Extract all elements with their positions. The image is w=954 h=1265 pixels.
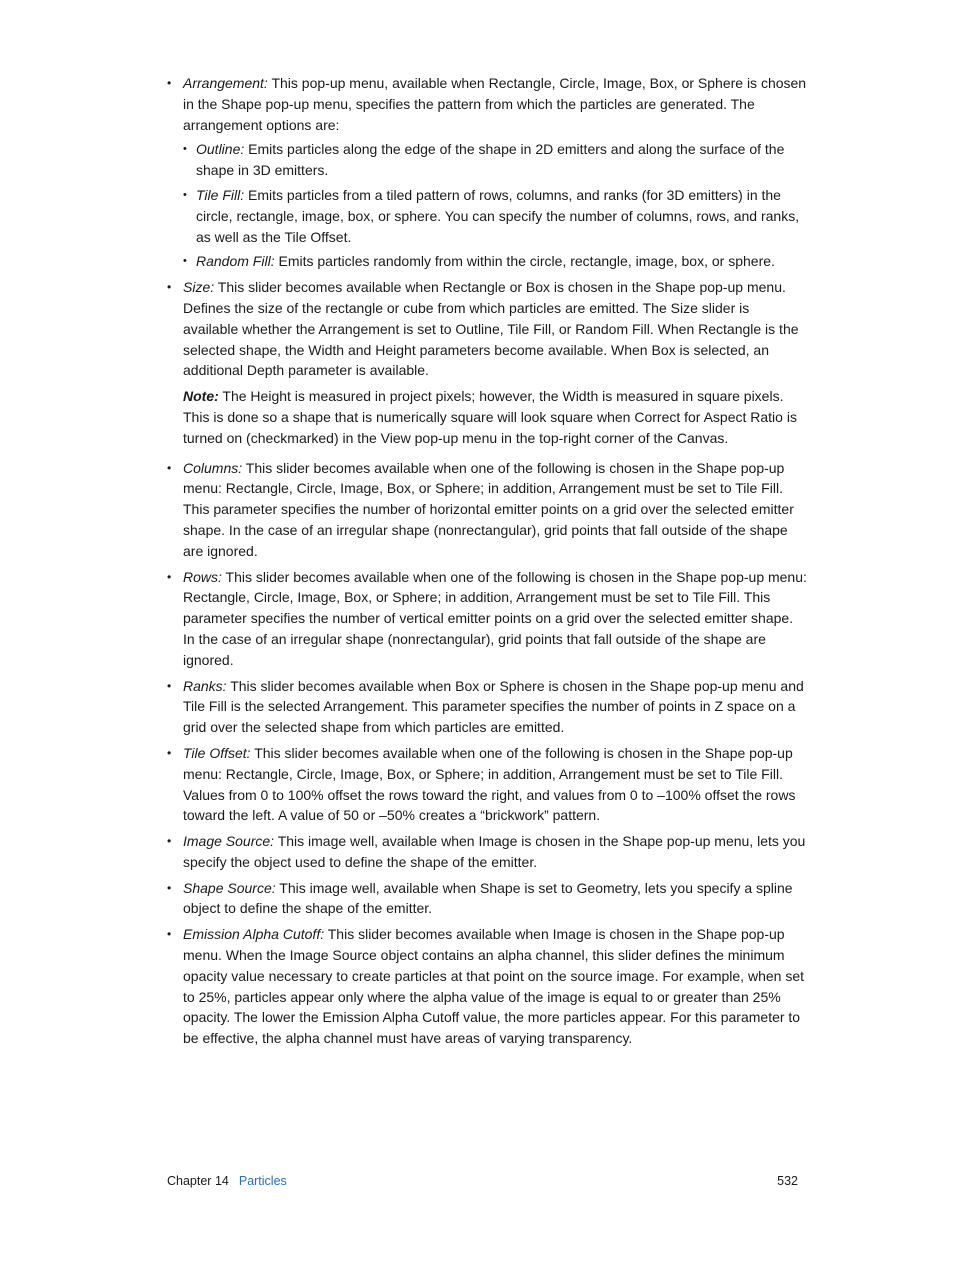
description: This slider becomes available when one of the following is chosen in the Shape pop-up menu: Rectangle, Circle, Image, Box, or Sphere; in addition, Arrangement must be set to Tile Fill. Values from 0 to 100% offset the rows toward the right, and values from 0 to –100% offset the rows toward the left. A value of 50 or –50% creates a “brickwork” pattern.	[183, 744, 796, 824]
description: This image well, available when Image is chosen in the Shape pop-up menu, lets you specify the object used to define the shape of the emitter.	[183, 833, 806, 870]
chapter-label: Chapter 14	[167, 1174, 229, 1188]
page-number: 532	[777, 1174, 798, 1188]
description: This slider becomes available when one of the following is chosen in the Shape pop-up menu: Rectangle, Circle, Image, Box, or Sphere; in addition, Arrangement must be set to Tile Fill. This parameter specifies the number of horizontal emitter points on a grid over the selected emitter shape. In the case of an irregular shape (nonrectangular), grid points that fall outside of the shape are ignored.	[183, 459, 794, 559]
description: This pop-up menu, available when Rectangle, Circle, Image, Box, or Sphere is chosen in the Shape pop-up menu, specifies the pattern from which the particles are generated. The arrangement options are:	[183, 75, 807, 133]
arrangement-options-list	[183, 139, 807, 272]
note-label: Note:	[183, 388, 219, 405]
description: Emits particles along the edge of the shape in 2D emitters and along the surface of the shape in 3D emitters.	[196, 141, 785, 179]
description: This slider becomes available when Image is chosen in the Shape pop-up menu. When the Image Source object contains an alpha channel, this slider defines the minimum opacity value necessary to create particles at that point on the source image. For example, when set to 25%, particles appear only where the alpha value of the image is equal to or greater than 25% opacity. The lower the Emission Alpha Cutoff value, the more particles appear. For this parameter to be effective, the alpha channel must have areas of varying transparency.	[183, 926, 804, 1047]
description: This slider becomes available when Box or Sphere is chosen in the Shape pop-up menu and Tile Fill is the selected Arrangement. This parameter specifies the number of points in Z space on a grid over the selected shape from which particles are emitted.	[183, 677, 804, 736]
term: Shape Source:	[183, 879, 276, 896]
list-item-image-source	[167, 831, 807, 873]
list-item-tile-offset	[167, 743, 807, 826]
term: Tile Offset:	[183, 744, 251, 761]
description: Emits particles randomly from within the circle, rectangle, image, box, or sphere.	[274, 253, 775, 270]
term: Rows:	[183, 568, 222, 585]
term: Tile Fill:	[196, 186, 245, 203]
sub-item-outline	[183, 139, 807, 181]
term: Image Source:	[183, 833, 275, 850]
note	[183, 386, 807, 448]
description: This slider becomes available when Rectangle or Box is chosen in the Shape pop-up menu. Defines the size of the rectangle or cube from which particles are emitted. The Size slider is available whether the Arrangement is set to Outline, Tile Fill, or Random Fill. When Rectangle is the selected shape, the Width and Height parameters become available. When Box is selected, an additional Depth parameter is available.	[183, 279, 799, 379]
section-link[interactable]: Particles	[238, 1174, 287, 1188]
term: Ranks:	[183, 677, 227, 694]
list-item-columns	[167, 458, 807, 562]
sub-item-random-fill	[183, 251, 807, 272]
term: Size:	[183, 279, 215, 296]
list-item-arrangement	[167, 73, 807, 272]
description: Emits particles from a tiled pattern of rows, columns, and ranks (for 3D emitters) in the circle, rectangle, image, box, or sphere. You can specify the number of columns, rows, and ranks, as well as the Tile Offset.	[196, 186, 800, 245]
note-text: The Height is measured in project pixels; however, the Width is measured in square pixels. This is done so a shape that is numerically square will look square when Correct for Aspect Ratio is turned on (checkmarked) in the View pop-up menu in the top-right corner of the Canvas.	[183, 388, 797, 446]
sub-item-tile-fill	[183, 185, 807, 247]
term: Arrangement:	[183, 75, 268, 91]
list-item-rows	[167, 567, 807, 671]
description: This slider becomes available when one of the following is chosen in the Shape pop-up menu: Rectangle, Circle, Image, Box, or Sphere; in addition, Arrangement must be set to Tile Fill. This parameter specifies the number of vertical emitter points on a grid over the selected emitter shape. In the case of an irregular shape (nonrectangular), grid points that fall outside of the shape are ignored.	[183, 568, 807, 668]
term: Emission Alpha Cutoff:	[183, 926, 325, 943]
list-item-shape-source	[167, 878, 807, 920]
list-item-size	[167, 277, 807, 448]
term: Columns:	[183, 459, 243, 476]
parameter-list	[167, 73, 807, 1054]
page-footer	[167, 1172, 798, 1190]
term: Random Fill:	[196, 253, 275, 270]
list-item-emission-alpha-cutoff	[167, 924, 807, 1049]
term: Outline:	[196, 141, 245, 158]
list-item-ranks	[167, 676, 807, 738]
description: This image well, available when Shape is set to Geometry, lets you specify a spline object to define the shape of the emitter.	[183, 879, 793, 917]
